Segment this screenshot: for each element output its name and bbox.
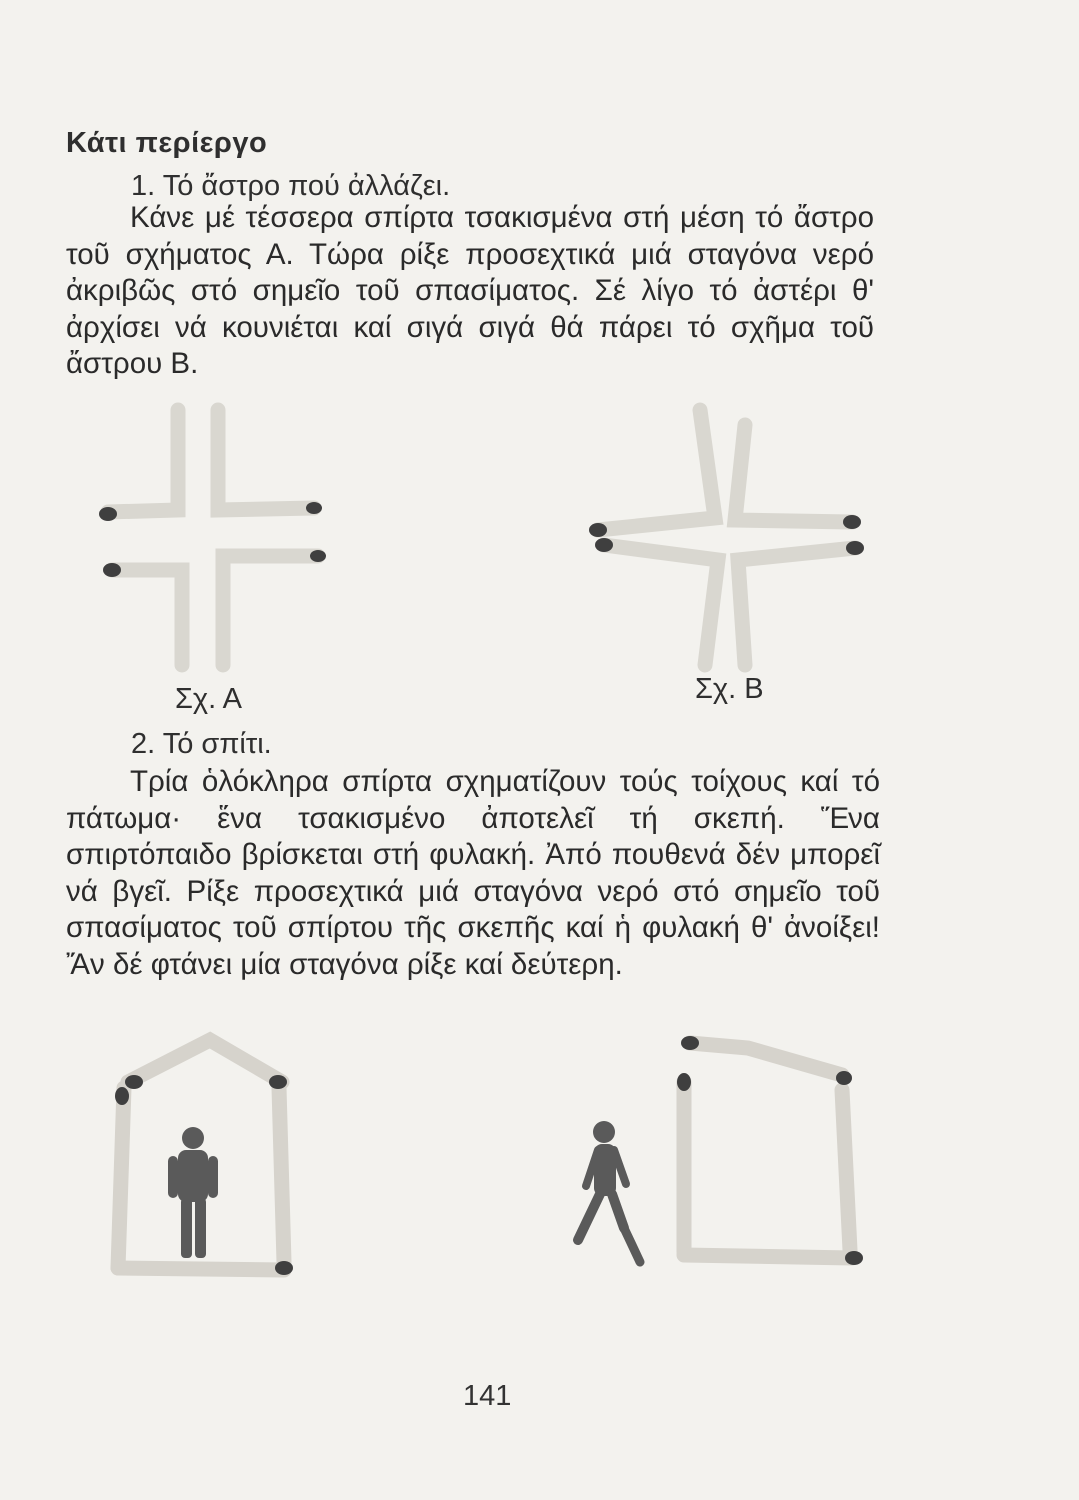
item2-heading: 2. Τό σπίτι. — [131, 728, 272, 760]
match-head — [269, 1075, 287, 1089]
match-wall-right — [842, 1090, 850, 1250]
match-head — [99, 507, 117, 521]
figure-b-star — [598, 410, 855, 665]
figure-house-open — [684, 1043, 852, 1258]
match-head — [589, 523, 607, 537]
match-head — [677, 1073, 691, 1091]
match-floor — [684, 1255, 852, 1258]
match-stick — [735, 425, 852, 522]
match-head — [306, 502, 322, 514]
match-stick — [218, 410, 314, 510]
match-head — [275, 1261, 293, 1275]
match-head — [845, 1251, 863, 1265]
match-head — [310, 550, 326, 562]
item1-paragraph: Κάνε μέ τέσσερα σπίρτα τσακισμένα στή μέση τό ἄστρο τοῦ σχήματος Α. Τώρα ρίξε προσεχτικά μιά σταγόνα νερό ἀκριβῶς στό σημεῖο τοῦ σπασίματος. Σέ λίγο τό ἀστέρι θ' ἀρχίσει νά κουνιέται καί σιγά σιγά θά πάρει τό σχῆμα τοῦ ἄστρου Β. — [66, 201, 874, 380]
match-person-standing — [168, 1127, 218, 1258]
match-person-running — [578, 1121, 640, 1262]
match-floor — [118, 1268, 284, 1270]
match-stick — [598, 410, 715, 530]
match-head — [125, 1075, 143, 1089]
match-stick — [223, 556, 318, 665]
caption-figure-a: Σχ. Α — [175, 683, 243, 715]
match-head — [843, 515, 861, 529]
page-number: 141 — [463, 1380, 512, 1412]
match-stick — [112, 570, 182, 665]
match-head — [103, 563, 121, 577]
match-stick — [108, 410, 178, 512]
caption-figure-b: Σχ. Β — [695, 673, 764, 705]
match-wall-left — [118, 1088, 124, 1268]
match-head — [836, 1071, 852, 1085]
match-head — [115, 1087, 129, 1105]
figure-a-star — [108, 410, 318, 665]
match-head — [681, 1036, 699, 1050]
section-title: Κάτι περίεργο — [66, 127, 268, 159]
match-head — [846, 541, 864, 555]
match-wall-right — [279, 1088, 284, 1262]
match-roof — [690, 1043, 842, 1075]
match-stick — [604, 545, 718, 665]
item2-paragraph: Τρία ὁλόκληρα σπίρτα σχηματίζουν τούς τοίχους καί τό πάτωμα· ἕνα τσακισμένο ἀποτελεῖ τή σκεπή. Ἕνα σπιρτόπαιδο βρίσκεται στή φυλακή. Ἀπό πουθενά δέν μπορεῖ νά βγεῖ. Ρίξε προσεχτικά μιά σταγόνα νερό στό σημεῖο τοῦ σπασίματος τοῦ σπίρτου τῆς σκεπῆς καί ἡ φυλακή θ' ἀνοίξει! Ἄν δέ φτάνει μία σταγόνα ρίξε καί δεύτερη. — [66, 765, 880, 981]
item1-heading: 1. Τό ἄστρο πού ἀλλάζει. — [131, 170, 451, 202]
match-head — [595, 538, 613, 552]
match-stick — [738, 548, 855, 665]
match-roof — [128, 1040, 282, 1082]
